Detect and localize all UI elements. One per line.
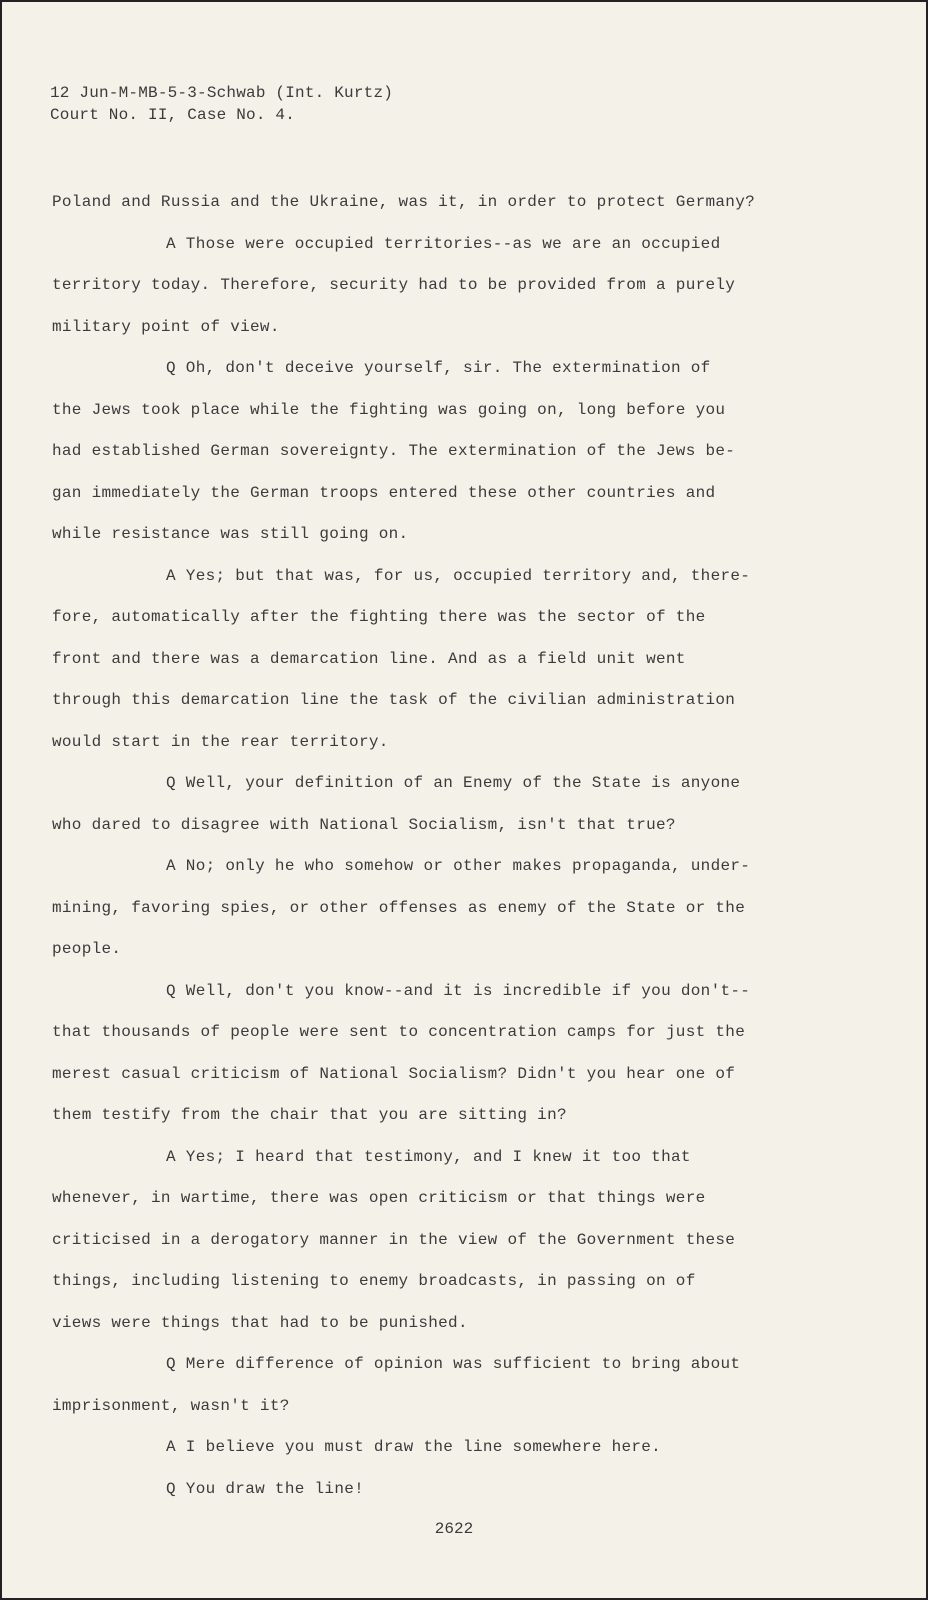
transcript-line: A Those were occupied territories--as we are an occupied	[166, 234, 721, 253]
transcript-line: Q Mere difference of opinion was sufficient to bring about	[166, 1355, 741, 1373]
transcript-line: views were things that had to be punished.	[52, 1313, 468, 1332]
transcript-line: that thousands of people were sent to concentration camps for just the	[52, 1023, 746, 1041]
transcript-line: imprisonment, wasn't it?	[52, 1396, 290, 1415]
transcript-body	[52, 182, 792, 1510]
transcript-line: fore, automatically after the fighting there was the sector of the	[52, 608, 706, 626]
transcript-line: Q You draw the line!	[166, 1479, 365, 1498]
transcript-line: had established German sovereignty. The extermination of the Jews be-	[52, 442, 736, 460]
transcript-line: Q Oh, don't deceive yourself, sir. The extermination of	[166, 359, 711, 377]
transcript-line: them testify from the chair that you are sitting in?	[52, 1106, 567, 1124]
transcript-line: A I believe you must draw the line somewhere here.	[166, 1438, 662, 1456]
transcript-line: while resistance was still going on.	[52, 525, 409, 543]
transcript-line: through this demarcation line the task of the civilian administration	[52, 691, 736, 709]
transcript-line: Q Well, your definition of an Enemy of the State is anyone	[166, 774, 741, 792]
case-header	[50, 82, 393, 126]
transcript-line: military point of view.	[52, 317, 280, 336]
transcript-line: merest casual criticism of National Socialism? Didn't you hear one of	[52, 1064, 736, 1083]
transcript-line: territory today. Therefore, security had to be provided from a purely	[52, 276, 736, 294]
transcript-line: who dared to disagree with National Socialism, isn't that true?	[52, 815, 676, 834]
transcript-line: criticised in a derogatory manner in the view of the Government these	[52, 1230, 736, 1249]
transcript-line: whenever, in wartime, there was open criticism or that things were	[52, 1189, 706, 1207]
transcript-line: A No; only he who somehow or other makes propaganda, under-	[166, 857, 751, 875]
transcript-line: things, including listening to enemy broadcasts, in passing on of	[52, 1272, 696, 1290]
transcript-line: front and there was a demarcation line. And as a field unit went	[52, 649, 686, 668]
header-line-2: Court No. II, Case No. 4.	[50, 106, 296, 124]
transcript-line: gan immediately the German troops entered these other countries and	[52, 483, 716, 502]
transcript-line: mining, favoring spies, or other offenses as enemy of the State or the	[52, 898, 746, 917]
page-number: 2622	[434, 1520, 474, 1538]
transcript-line: the Jews took place while the fighting was going on, long before you	[52, 400, 726, 419]
transcript-line: Poland and Russia and the Ukraine, was it, in order to protect Germany?	[52, 193, 756, 211]
transcript-line: people.	[52, 940, 122, 958]
header-line-1: 12 Jun-M-MB-5-3-Schwab (Int. Kurtz)	[50, 84, 394, 102]
transcript-line: would start in the rear territory.	[52, 732, 389, 751]
transcript-line: A Yes; I heard that testimony, and I knew it too that	[166, 1147, 691, 1166]
transcript-line: A Yes; but that was, for us, occupied territory and, there-	[166, 566, 751, 585]
transcript-line: Q Well, don't you know--and it is incredible if you don't--	[166, 981, 751, 1000]
